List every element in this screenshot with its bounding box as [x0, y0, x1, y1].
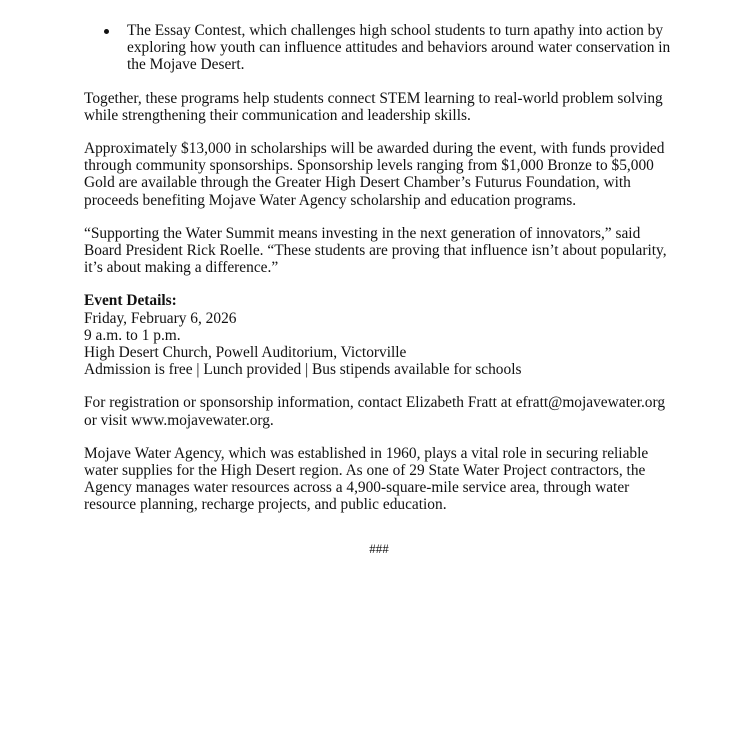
quote-paragraph: “Supporting the Water Summit means investing in the next generation of innovators,” said Board President Rick Roelle. “These students are proving that influence isn’t about popularity, it’s about making a difference.”	[84, 224, 667, 277]
event-date: Friday, February 6, 2026	[84, 309, 237, 327]
end-of-release-mark: ###	[369, 540, 389, 556]
contact-paragraph: For registration or sponsorship information, contact Elizabeth Fratt at efratt@mojavewater.org or visit www.mojavewater.org.	[84, 394, 666, 429]
event-details	[84, 292, 674, 378]
programs-summary-paragraph: Together, these programs help students connect STEM learning to real-world problem solving while strengthening their communication and leadership skills.	[84, 89, 663, 124]
about-agency-paragraph: Mojave Water Agency, which was established in 1960, plays a vital role in securing reliable water supplies for the High Desert region. As one of 29 State Water Project contractors, the Agency manages water resources across a 4,900-square-mile service area, through water resource planning, recharge projects, and public education.	[84, 444, 649, 514]
list-item	[84, 22, 674, 74]
program-list	[84, 22, 674, 74]
essay-contest-text: The Essay Contest, which challenges high school students to turn apathy into action by exploring how youth can influence attitudes and behaviors around water conservation in the Mojave Desert.	[127, 22, 671, 74]
event-details-heading: Event Details:	[84, 292, 177, 310]
event-time: 9 a.m. to 1 p.m.	[84, 326, 181, 344]
bullet-icon	[104, 29, 109, 34]
event-location: High Desert Church, Powell Auditorium, Victorville	[84, 344, 407, 362]
document-page	[84, 22, 674, 557]
event-admission: Admission is free | Lunch provided | Bus stipends available for schools	[84, 361, 522, 379]
scholarships-paragraph: Approximately $13,000 in scholarships will be awarded during the event, with funds provided through community sponsorships. Sponsorship levels ranging from $1,000 Bronze to $5,000 Gold are available through the Greater High Desert Chamber’s Futurus Foundation, with proceeds benefiting Mojave Water Agency scholarship and education programs.	[84, 140, 665, 209]
